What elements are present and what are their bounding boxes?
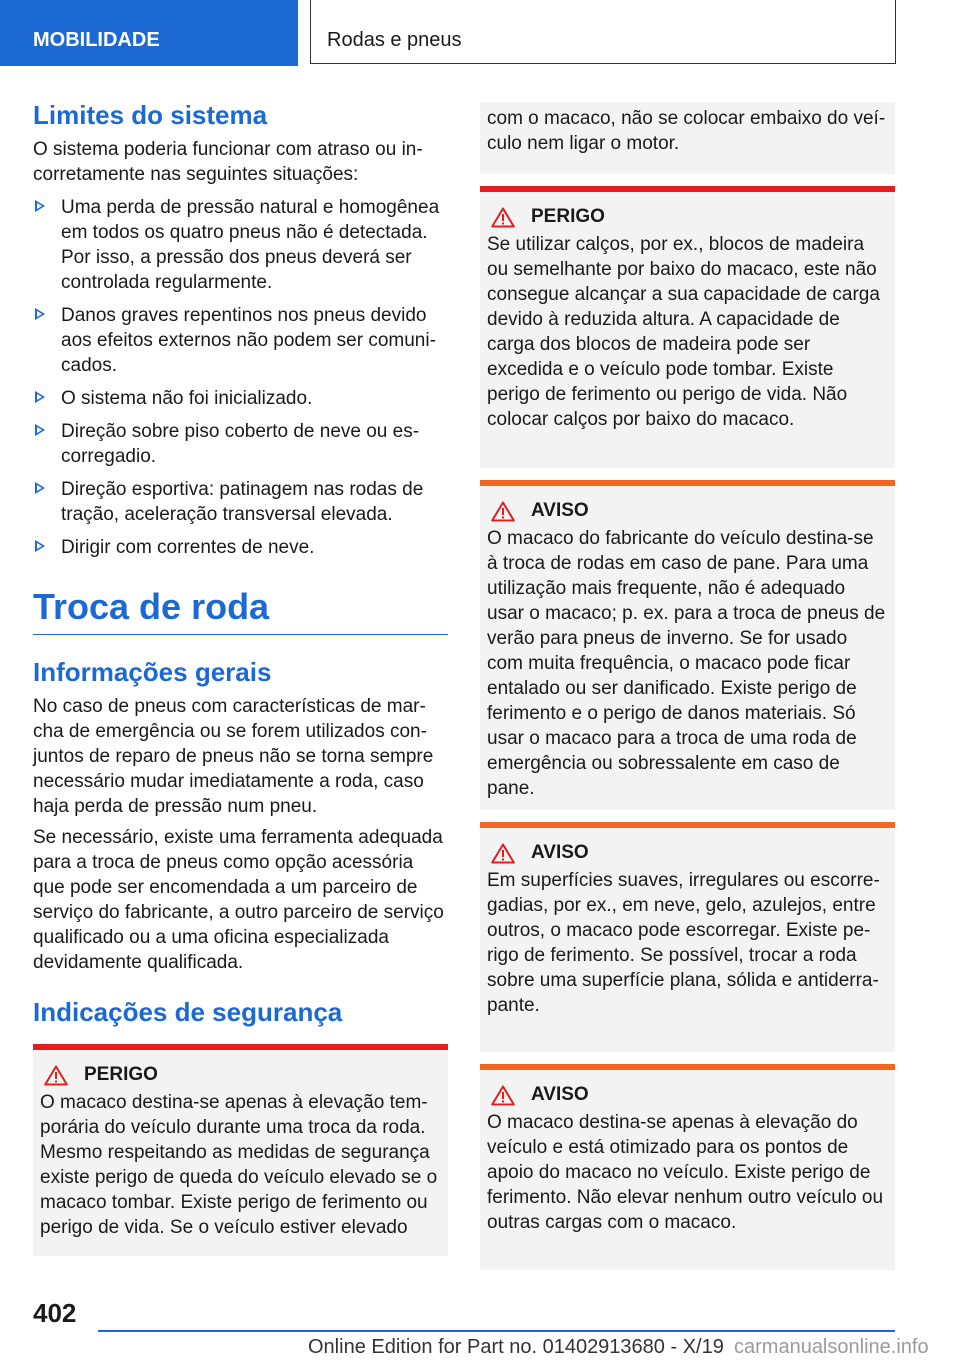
list-item: Dirigir com correntes de neve.: [33, 535, 448, 560]
triangle-bullet-icon: [35, 424, 45, 436]
general-info-paragraph: No caso de pneus com características de marcha de emergência ou se forem utilizados conjuntos de reparo de pneus não se torna sempre necessário mudar imediatamente a roda, caso haja perda de pressão num pneu.: [33, 696, 434, 817]
triangle-bullet-icon: [35, 391, 45, 403]
warning-box: [480, 822, 895, 1052]
list-item: O sistema não foi inicializado.: [33, 386, 448, 411]
continued-box: [480, 102, 895, 174]
warning-box: [480, 1064, 895, 1270]
edition-text: Online Edition for Part no. 01402913680 - X/19: [308, 1336, 724, 1358]
page-number: 402: [33, 1298, 77, 1328]
triangle-bullet-icon: [35, 540, 45, 552]
warning-box: [480, 480, 895, 810]
warning-text: Em superfícies suaves, irregulares ou escorregadias, por ex., em neve, gelo, azulejos, entre outros, o macaco pode escorregar. Existe perigo de ferimento. Se possível, trocar a roda sobre uma superfície plana, sólida e antiderrapante.: [487, 870, 880, 1016]
danger-box: [33, 1044, 448, 1256]
page-header: [0, 0, 960, 66]
danger-label: PERIGO: [84, 1064, 158, 1085]
list-item: Uma perda de pressão natural e homogênea em todos os quatro pneus não é detectada. Por isso, a pressão dos pneus deverá ser controlada regularmente.: [33, 195, 448, 295]
limits-intro: O sistema poderia funcionar com atraso ou incorretamente nas seguintes situações:: [33, 139, 423, 185]
limits-list: [33, 195, 448, 560]
triangle-bullet-icon: [35, 482, 45, 494]
continued-text: com o macaco, não se colocar embaixo do veículo nem ligar o motor.: [487, 108, 886, 154]
chapter-tab: Rodas e pneus: [310, 0, 896, 64]
chapter-heading: Troca de roda: [33, 586, 448, 635]
watermark: carmanualsonline.info: [734, 1336, 929, 1358]
danger-label: PERIGO: [531, 206, 605, 227]
danger-text: Se utilizar calços, por ex., blocos de madeira ou semelhante por baixo do macaco, este não consegue alcançar a sua capacidade de carga devido à reduzida altura. A capacidade de carga dos blocos de madeira pode ser excedida e o veículo pode tombar. Existe perigo de ferimento ou perigo de vida. Não colocar calços por baixo do macaco.: [487, 234, 880, 430]
warning-triangle-icon: [491, 843, 515, 864]
danger-text: O macaco destina-se apenas à elevação temporária do veículo durante uma troca da roda. Mesmo respeitando as medidas de segurança existe perigo de queda do veículo elevado se o macaco tombar. Existe perigo de ferimento ou perigo de vida. Se o veículo estiver elevado: [40, 1092, 438, 1238]
warning-triangle-icon: [491, 207, 515, 228]
left-column: [33, 100, 448, 1256]
limits-heading: Limites do sistema: [33, 100, 268, 130]
list-item: Direção sobre piso coberto de neve ou escorregadio.: [33, 419, 448, 469]
danger-box: [480, 186, 895, 468]
warning-text: O macaco destina-se apenas à elevação do veículo e está otimizado para os pontos de apoio do macaco no veículo. Existe perigo de ferimento. Não elevar nenhum outro veículo ou outras cargas com o macaco.: [487, 1112, 884, 1233]
general-info-paragraph: Se necessário, existe uma ferramenta adequada para a troca de pneus como opção acessória que pode ser encomendada a um parceiro de serviço do fabricante, a outro parceiro de serviço qualificado ou a uma oficina especializada devidamente qualificada.: [33, 827, 444, 973]
warning-triangle-icon: [491, 501, 515, 522]
general-info-heading: Informações gerais: [33, 657, 272, 687]
triangle-bullet-icon: [35, 200, 45, 212]
warning-label: AVISO: [531, 842, 589, 863]
list-item: Direção esportiva: patinagem nas rodas de tração, aceleração transversal elevada.: [33, 477, 448, 527]
section-tab: MOBILIDADE: [0, 0, 298, 66]
warning-text: O macaco do fabricante do veículo destina-se à troca de rodas em caso de pane. Para uma utilização mais frequente, não é adequado usar o macaco; p. ex. para a troca de pneus de verão para pneus de inverno. Se for usado com muita frequência, o macaco pode ficar entalado ou ser danificado. Existe perigo de ferimento e o perigo de danos materiais. Só usar o macaco para a troca de uma roda de emergência ou sobressalente em caso de pane.: [487, 528, 886, 799]
warning-triangle-icon: [491, 1085, 515, 1106]
right-column: [480, 102, 895, 1270]
warning-label: AVISO: [531, 1084, 589, 1105]
warning-label: AVISO: [531, 500, 589, 521]
warning-triangle-icon: [44, 1065, 68, 1086]
safety-heading: Indicações de segurança: [33, 997, 343, 1027]
triangle-bullet-icon: [35, 308, 45, 320]
list-item: Danos graves repentinos nos pneus devido aos efeitos externos não podem ser comunicados.: [33, 303, 448, 378]
footer-divider: [98, 1330, 895, 1332]
